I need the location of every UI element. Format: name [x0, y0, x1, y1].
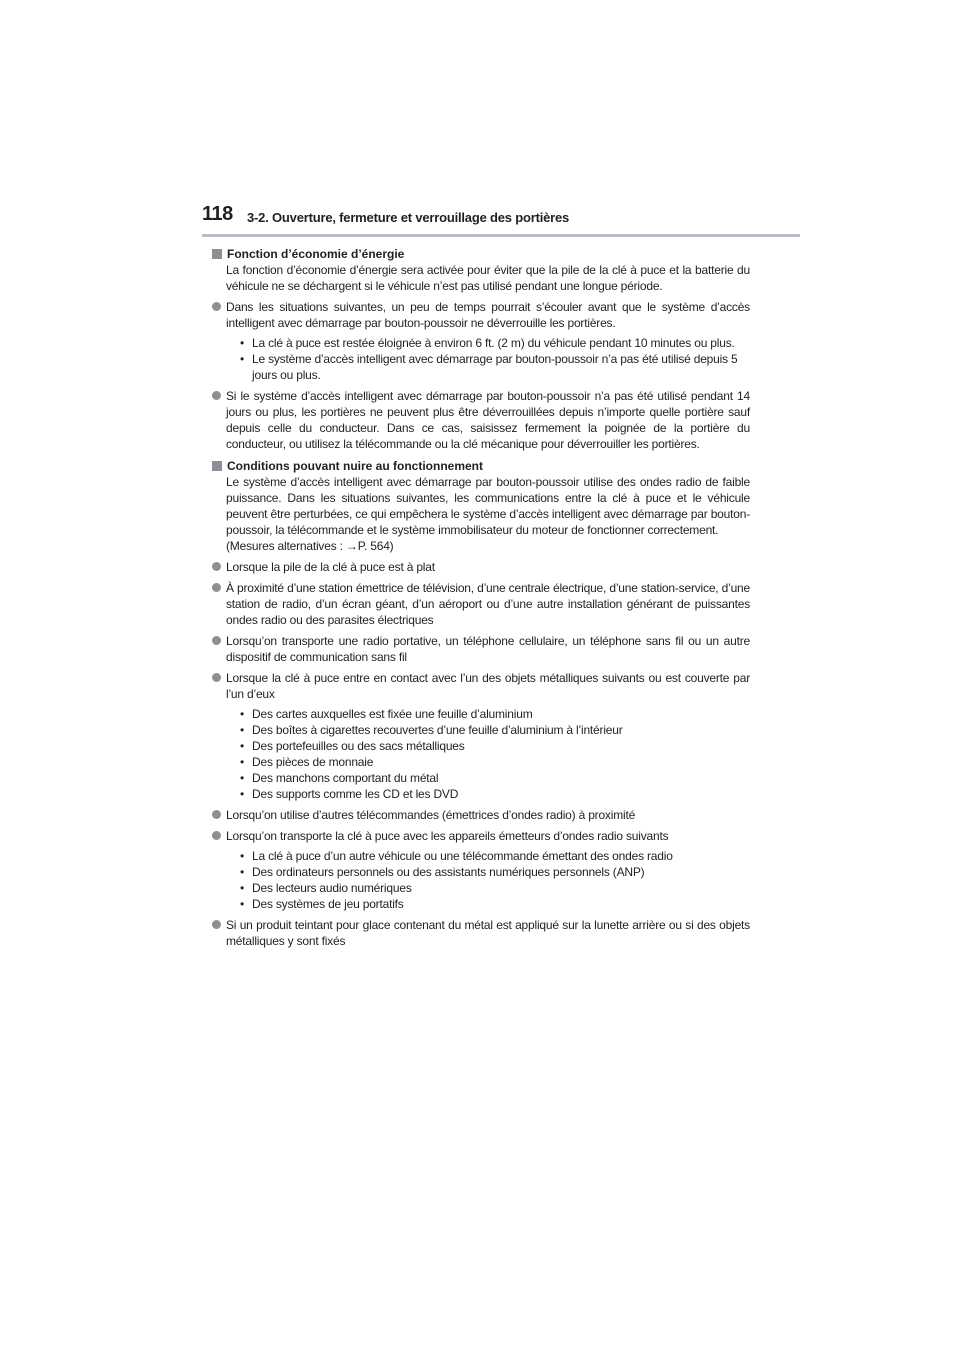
- section-heading: Fonction d’économie d’énergie: [210, 246, 750, 262]
- round-bullet-icon: [212, 810, 221, 819]
- section-heading: Conditions pouvant nuire au fonctionnement: [210, 458, 750, 474]
- square-bullet-icon: [212, 249, 222, 259]
- round-bullet-icon: [212, 636, 221, 645]
- sub-list-item: • Des pièces de monnaie: [240, 755, 374, 769]
- round-bullet-icon: [212, 562, 221, 571]
- sub-list-item: • Des ordinateurs personnels ou des assistants numériques personnels (ANP): [240, 865, 645, 879]
- section-title: 3-2. Ouverture, fermeture et verrouillage des portières: [247, 210, 570, 225]
- round-bullet-icon: [212, 391, 221, 400]
- list-item: Lorsqu’on utilise d’autres télécommandes (émettrices d’ondes radio) à proximité: [210, 807, 750, 823]
- page-content: [210, 245, 750, 949]
- header-rule: [202, 234, 800, 237]
- list-item: Si le système d’accès intelligent avec démarrage par bouton-poussoir n’a pas été utilisé pendant 14 jours ou plus, les portières ne peuvent plus être déverrouillées depuis n’importe quelle portière sauf depuis celle du conducteur. Dans ce cas, saisissez fermement la poignée de la portière du conducteur, ou utilisez la télécommande ou la clé mécanique pour déverrouiller les portières.: [210, 388, 750, 452]
- page-number: 118: [202, 203, 233, 225]
- square-bullet-icon: [212, 461, 222, 471]
- page-reference-link[interactable]: P. 564): [357, 539, 394, 553]
- round-bullet-icon: [212, 920, 221, 929]
- list-item: Lorsque la pile de la clé à puce est à plat: [210, 559, 750, 575]
- list-item: Lorsqu’on transporte la clé à puce avec les appareils émetteurs d’ondes radio suivants: [210, 828, 750, 844]
- sub-list-item: • Des systèmes de jeu portatifs: [240, 897, 404, 911]
- sub-list-item: • La clé à puce est restée éloignée à environ 6 ft. (2 m) du véhicule pendant 10 minutes ou plus.: [240, 336, 735, 350]
- section-intro: La fonction d’économie d’énergie sera activée pour éviter que la pile de la clé à puce et la batterie du véhicule ne se déchargent si le véhicule n’est pas utilisé pendant une longue période.: [226, 263, 750, 293]
- section-intro: Le système d’accès intelligent avec démarrage par bouton-poussoir utilise des ondes radio de faible puissance. Dans les situations suivantes, les communications entre la clé à puce et le véhicule peuvent être perturbées, ce qui empêchera le système d’accès intelligent avec démarrage par bouton-poussoir, la télécommande et le système immobilisateur du moteur de fonctionner correctement. (Mesures alternatives : →P. 564): [226, 475, 750, 553]
- round-bullet-icon: [212, 831, 221, 840]
- sub-list-item: • Des portefeuilles ou des sacs métalliques: [240, 739, 465, 753]
- round-bullet-icon: [212, 302, 221, 311]
- sub-list-item: • Des supports comme les CD et les DVD: [240, 787, 459, 801]
- list-item: Dans les situations suivantes, un peu de temps pourrait s’écouler avant que le système d’accès intelligent avec démarrage par bouton-poussoir ne déverrouille les portières.: [210, 299, 750, 331]
- sub-list-item: • La clé à puce d’un autre véhicule ou une télécommande émettant des ondes radio: [240, 849, 673, 863]
- sub-list-item: • Des manchons comportant du métal: [240, 771, 439, 785]
- sub-list-item: • Des lecteurs audio numériques: [240, 881, 412, 895]
- sub-list: [240, 706, 750, 802]
- sub-list: [240, 848, 750, 912]
- round-bullet-icon: [212, 583, 221, 592]
- sub-list-item: • Des boîtes à cigarettes recouvertes d’une feuille d’aluminium à l’intérieur: [240, 723, 623, 737]
- round-bullet-icon: [212, 673, 221, 682]
- page-header: [202, 203, 800, 239]
- arrow-right-icon: →: [345, 539, 358, 553]
- list-item: Lorsque la clé à puce entre en contact avec l’un des objets métalliques suivants ou est couverte par l’un d’eux: [210, 670, 750, 702]
- sub-list: [240, 335, 750, 383]
- sub-list-item: • Des cartes auxquelles est fixée une feuille d’aluminium: [240, 707, 533, 721]
- list-item: Lorsqu’on transporte une radio portative, un téléphone cellulaire, un téléphone sans fil ou un autre dispositif de communication sans fil: [210, 633, 750, 665]
- list-item: Si un produit teintant pour glace contenant du métal est appliqué sur la lunette arrière ou si des objets métalliques y sont fixés: [210, 917, 750, 949]
- sub-list-item: • Le système d’accès intelligent avec démarrage par bouton-poussoir n’a pas été utilisé depuis 5 jours ou plus.: [240, 352, 738, 382]
- list-item: À proximité d’une station émettrice de télévision, d’une centrale électrique, d’une station-service, d’une station de radio, d’un écran géant, d’un aéroport ou d’une autre installation générant de puissantes ondes radio ou des parasites électriques: [210, 580, 750, 628]
